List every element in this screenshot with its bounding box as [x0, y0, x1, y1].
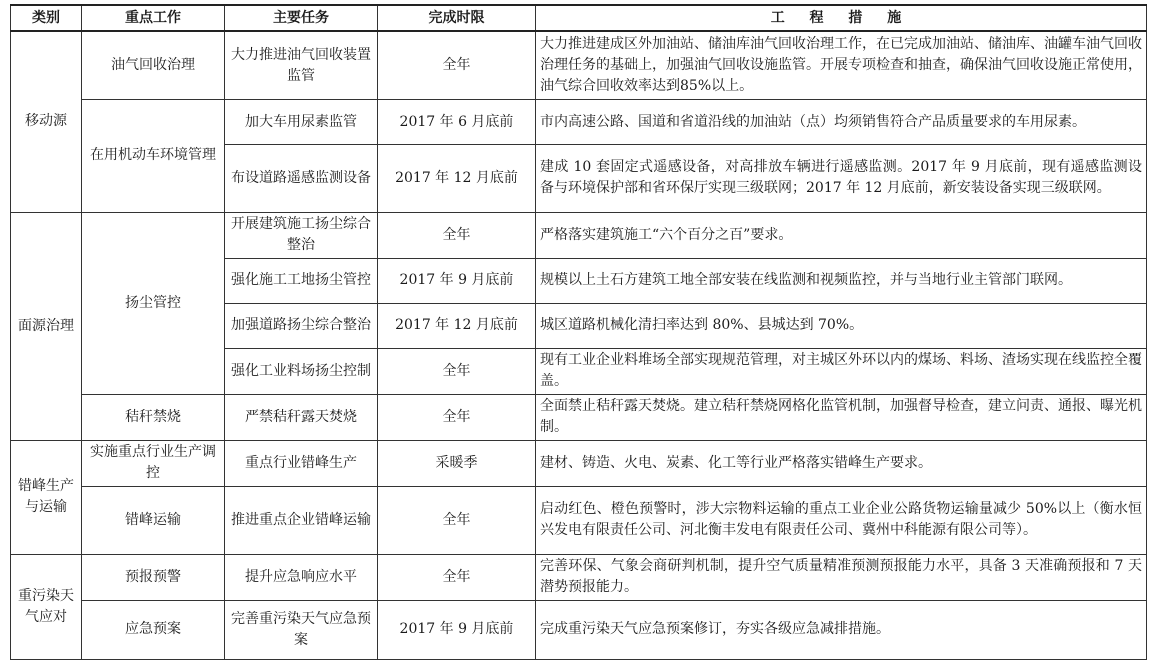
task-cell: 严禁秸秆露天焚烧 — [225, 394, 378, 440]
task-cell: 提升应急响应水平 — [225, 554, 378, 600]
measures-cell: 启动红色、橙色预警时，涉大宗物料运输的重点工业企业公路货物运输量减少 50%以上（衡水恒兴发电有限责任公司、河北衡丰发电有限责任公司、冀州中科能源有限公司等）。 — [536, 486, 1147, 554]
focus-cell: 预报预警 — [82, 554, 225, 600]
work-plan-table — [10, 4, 1147, 660]
category-cell: 面源治理 — [11, 212, 82, 440]
task-cell: 强化工业料场扬尘控制 — [225, 348, 378, 394]
measures-cell: 建材、铸造、火电、炭素、化工等行业严格落实错峰生产要求。 — [536, 440, 1147, 486]
table-row — [11, 440, 1147, 486]
header-deadline: 完成时限 — [378, 5, 536, 31]
measures-cell: 大力推进建成区外加油站、储油库油气回收治理工作，在已完成加油站、储油库、油罐车油气回收治理任务的基础上，加强油气回收设施监管。开展专项检查和抽查，确保油气回收设施正常使用，油气综合回收效率达到85%以上。 — [536, 31, 1147, 100]
task-cell: 大力推进油气回收装置监管 — [225, 31, 378, 100]
deadline-cell: 全年 — [378, 486, 536, 554]
deadline-cell: 2017 年 12 月底前 — [378, 303, 536, 348]
category-cell: 重污染天气应对 — [11, 554, 82, 659]
deadline-cell: 2017 年 9 月底前 — [378, 600, 536, 659]
header-row — [11, 5, 1147, 31]
measures-cell: 规模以上土石方建筑工地全部安装在线监测和视频监控，并与当地行业主管部门联网。 — [536, 258, 1147, 303]
table-row — [11, 486, 1147, 554]
deadline-cell: 2017 年 6 月底前 — [378, 100, 536, 145]
deadline-cell: 全年 — [378, 394, 536, 440]
task-cell: 重点行业错峰生产 — [225, 440, 378, 486]
deadline-cell: 2017 年 9 月底前 — [378, 258, 536, 303]
table-row — [11, 31, 1147, 100]
measures-cell: 城区道路机械化清扫率达到 80%、县城达到 70%。 — [536, 303, 1147, 348]
focus-cell: 在用机动车环境管理 — [82, 100, 225, 213]
task-cell: 布设道路遥感监测设备 — [225, 145, 378, 213]
measures-cell: 完成重污染天气应急预案修订，夯实各级应急减排措施。 — [536, 600, 1147, 659]
task-cell: 强化施工工地扬尘管控 — [225, 258, 378, 303]
task-cell: 推进重点企业错峰运输 — [225, 486, 378, 554]
table-row — [11, 394, 1147, 440]
measures-cell: 现有工业企业料堆场全部实现规范管理，对主城区外环以内的煤场、料场、渣场实现在线监控全覆盖。 — [536, 348, 1147, 394]
deadline-cell: 全年 — [378, 348, 536, 394]
header-measures: 工 程 措 施 — [536, 5, 1147, 31]
deadline-cell: 采暖季 — [378, 440, 536, 486]
table-row — [11, 212, 1147, 258]
focus-cell: 错峰运输 — [82, 486, 225, 554]
header-focus: 重点工作 — [82, 5, 225, 31]
focus-cell: 油气回收治理 — [82, 31, 225, 100]
deadline-cell: 全年 — [378, 212, 536, 258]
table-row — [11, 100, 1147, 145]
focus-cell: 扬尘管控 — [82, 212, 225, 394]
measures-cell: 全面禁止秸秆露天焚烧。建立秸秆禁烧网格化监管机制，加强督导检查，建立问责、通报、曝光机制。 — [536, 394, 1147, 440]
measures-cell: 严格落实建筑施工“六个百分之百”要求。 — [536, 212, 1147, 258]
table-row — [11, 554, 1147, 600]
task-cell: 开展建筑施工扬尘综合整治 — [225, 212, 378, 258]
measures-cell: 市内高速公路、国道和省道沿线的加油站（点）均须销售符合产品质量要求的车用尿素。 — [536, 100, 1147, 145]
deadline-cell: 全年 — [378, 554, 536, 600]
header-task: 主要任务 — [225, 5, 378, 31]
task-cell: 完善重污染天气应急预案 — [225, 600, 378, 659]
task-cell: 加强道路扬尘综合整治 — [225, 303, 378, 348]
task-cell: 加大车用尿素监管 — [225, 100, 378, 145]
table-row — [11, 600, 1147, 659]
focus-cell: 实施重点行业生产调控 — [82, 440, 225, 486]
category-cell: 错峰生产与运输 — [11, 440, 82, 554]
category-cell: 移动源 — [11, 31, 82, 212]
measures-cell: 建成 10 套固定式遥感设备，对高排放车辆进行遥感监测。2017 年 9 月底前，现有遥感监测设备与环境保护部和省环保厅实现三级联网；2017 年 12 月底前，新安装设备实现三级联网。 — [536, 145, 1147, 213]
deadline-cell: 2017 年 12 月底前 — [378, 145, 536, 213]
measures-cell: 完善环保、气象会商研判机制，提升空气质量精准预测预报能力水平，具备 3 天准确预报和 7 天潜势预报能力。 — [536, 554, 1147, 600]
header-category: 类别 — [11, 5, 82, 31]
focus-cell: 应急预案 — [82, 600, 225, 659]
focus-cell: 秸秆禁烧 — [82, 394, 225, 440]
deadline-cell: 全年 — [378, 31, 536, 100]
